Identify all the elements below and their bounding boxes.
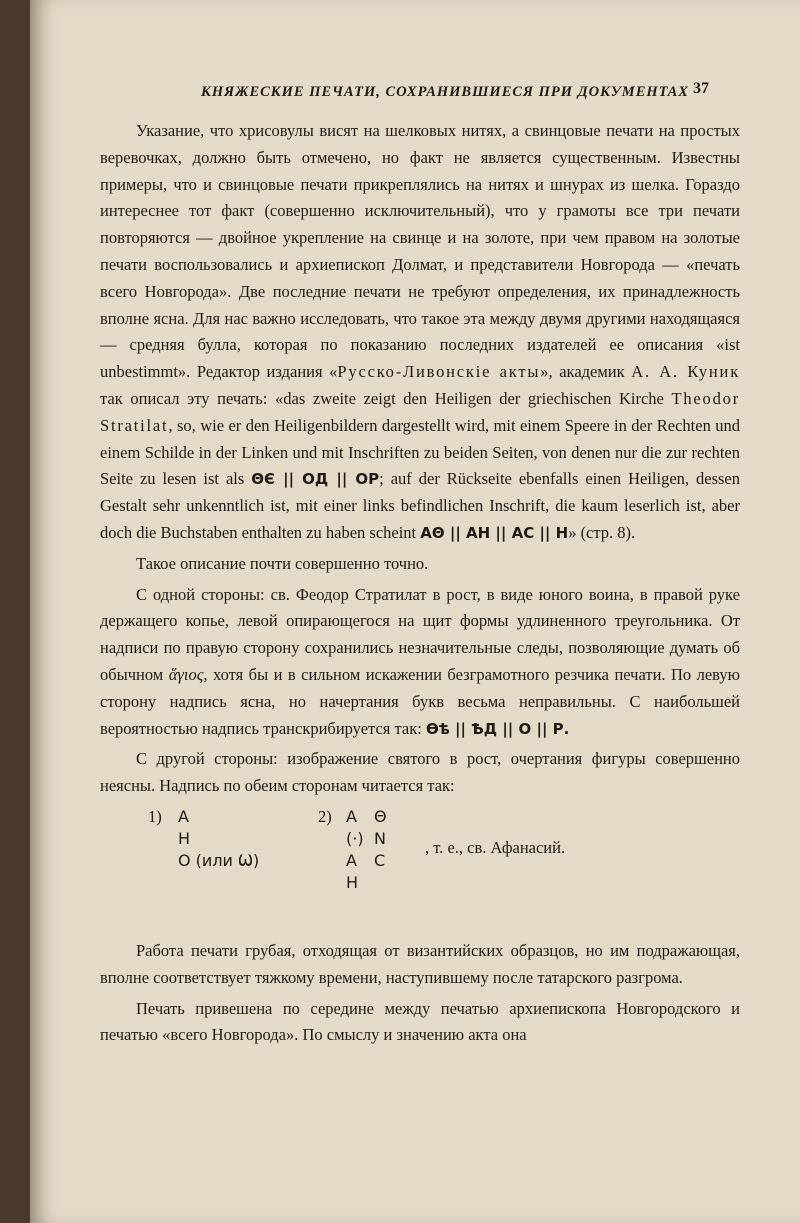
body-text (100, 118, 740, 1049)
col2-right-letters: Θ N С (374, 806, 387, 870)
paragraph-1: Указание, что хрисовулы висят на шелковых нитях, а свинцовые печати на простых веревочках, должно быть отмечено, но факт не является существенным. Известны примеры, что и свинцовые печати прикреплялись на нитях и шнурах из шелка. Гораздо интереснее тот факт (совершенно исключительный), что у грамоты все три печати повторяются — двойное укрепление на свинце и на золоте, при чем правом на золотые печати воспользовались и архиепископ Долмат, и представители Новгорода — «печать всего Новгорода». Две последние печати не требуют определения, их принадлежность вполне ясна. Для нас важно исследовать, что такое эта между двумя другими находящаяся — средняя булла, которая по показанию последних издателей ее описания «ist unbestimmt». Редактор издания «Русско-Ливонскіе акты», академик А. А. Куник так описал эту печать: «das zweite zeigt den Heiligen der griechischen Kirche Theodor Stratilat, so, wie er den Heiligenbildern dargestellt wird, mit einem Speere in der Rechten und einem Schilde in der Linken und mit Inschriften zu beiden Seiten, von denen nur die zur rechten Seite zu lesen ist als ΘЄ || ОД || ОР; auf der Rückseite ebenfalls einen Heiligen, dessen Gestalt sehr unkenntlich ist, mit einer links befindlichen Inschrift, die kaum leserlich ist, aber doch die Buchstaben enthalten zu haben scheint АΘ || АН || АС || Н» (стр. 8). (100, 121, 741, 542)
col2-left-letters: А (·) А Н (346, 806, 364, 892)
inscription-left: АΘ || АН || АС || Н (420, 523, 569, 542)
page-number: 37 (693, 80, 709, 97)
running-title: КНЯЖЕСКИЕ ПЕЧАТИ, СОХРАНИВШИЕСЯ ПРИ ДОКУМЕНТАХ (201, 84, 689, 100)
paragraph-2: Такое описание почти совершенно точно. (136, 553, 429, 573)
inscription-right: ΘЄ || ОД || ОР (251, 470, 380, 489)
col2-number: 2) (318, 806, 332, 826)
greek-word: ἅγιος (168, 664, 204, 684)
spaced-saint-name: Theodor Stratilat (100, 388, 740, 435)
spaced-name: А. А. Куник (631, 362, 741, 382)
paragraph-4: С другой стороны: изображение святого в рост, очертания фигуры совершенно неясны. Надпись по обеим сторонам читается так: (100, 749, 740, 796)
col1-letters: А Н О (или Ѡ) (178, 806, 260, 870)
paragraph-3: С одной стороны: св. Феодор Стратилат в рост, в виде юного воина, в правой руке держащего копье, левой опирающегося на щит формы удлиненного треугольника. От надписи по правую сторону сохранились незначительные следы, позволяющие думать об обычном ἅγιος, хотя бы и в сильном искажении безграмотного резчика печати. По левую сторону надпись ясна, но начертания букв весьма неправильны. С наибольшей вероятностью надпись транскрибируется так: Ѳѣ || ѢД || О || Р. (100, 584, 740, 738)
inscription-table (100, 806, 740, 934)
book-page (30, 0, 800, 1223)
paragraph-5: Работа печати грубая, отходящая от византийских образцов, но им подражающая, вполне соответствует тяжкому времени, наступившему после татарского разгрома. (100, 940, 740, 987)
spaced-title: Русско-Ливонскіе акты (337, 362, 541, 382)
paragraph-6: Печать привешена по середине между печатью архиепископа Новгородского и печатью «всего Новгорода». По смыслу и значению акта она (100, 998, 740, 1045)
transcription: Ѳѣ || ѢД || О || Р. (425, 719, 570, 738)
col1-number: 1) (148, 806, 162, 826)
inscription-note: , т. е., св. Афанасий. (425, 837, 566, 857)
